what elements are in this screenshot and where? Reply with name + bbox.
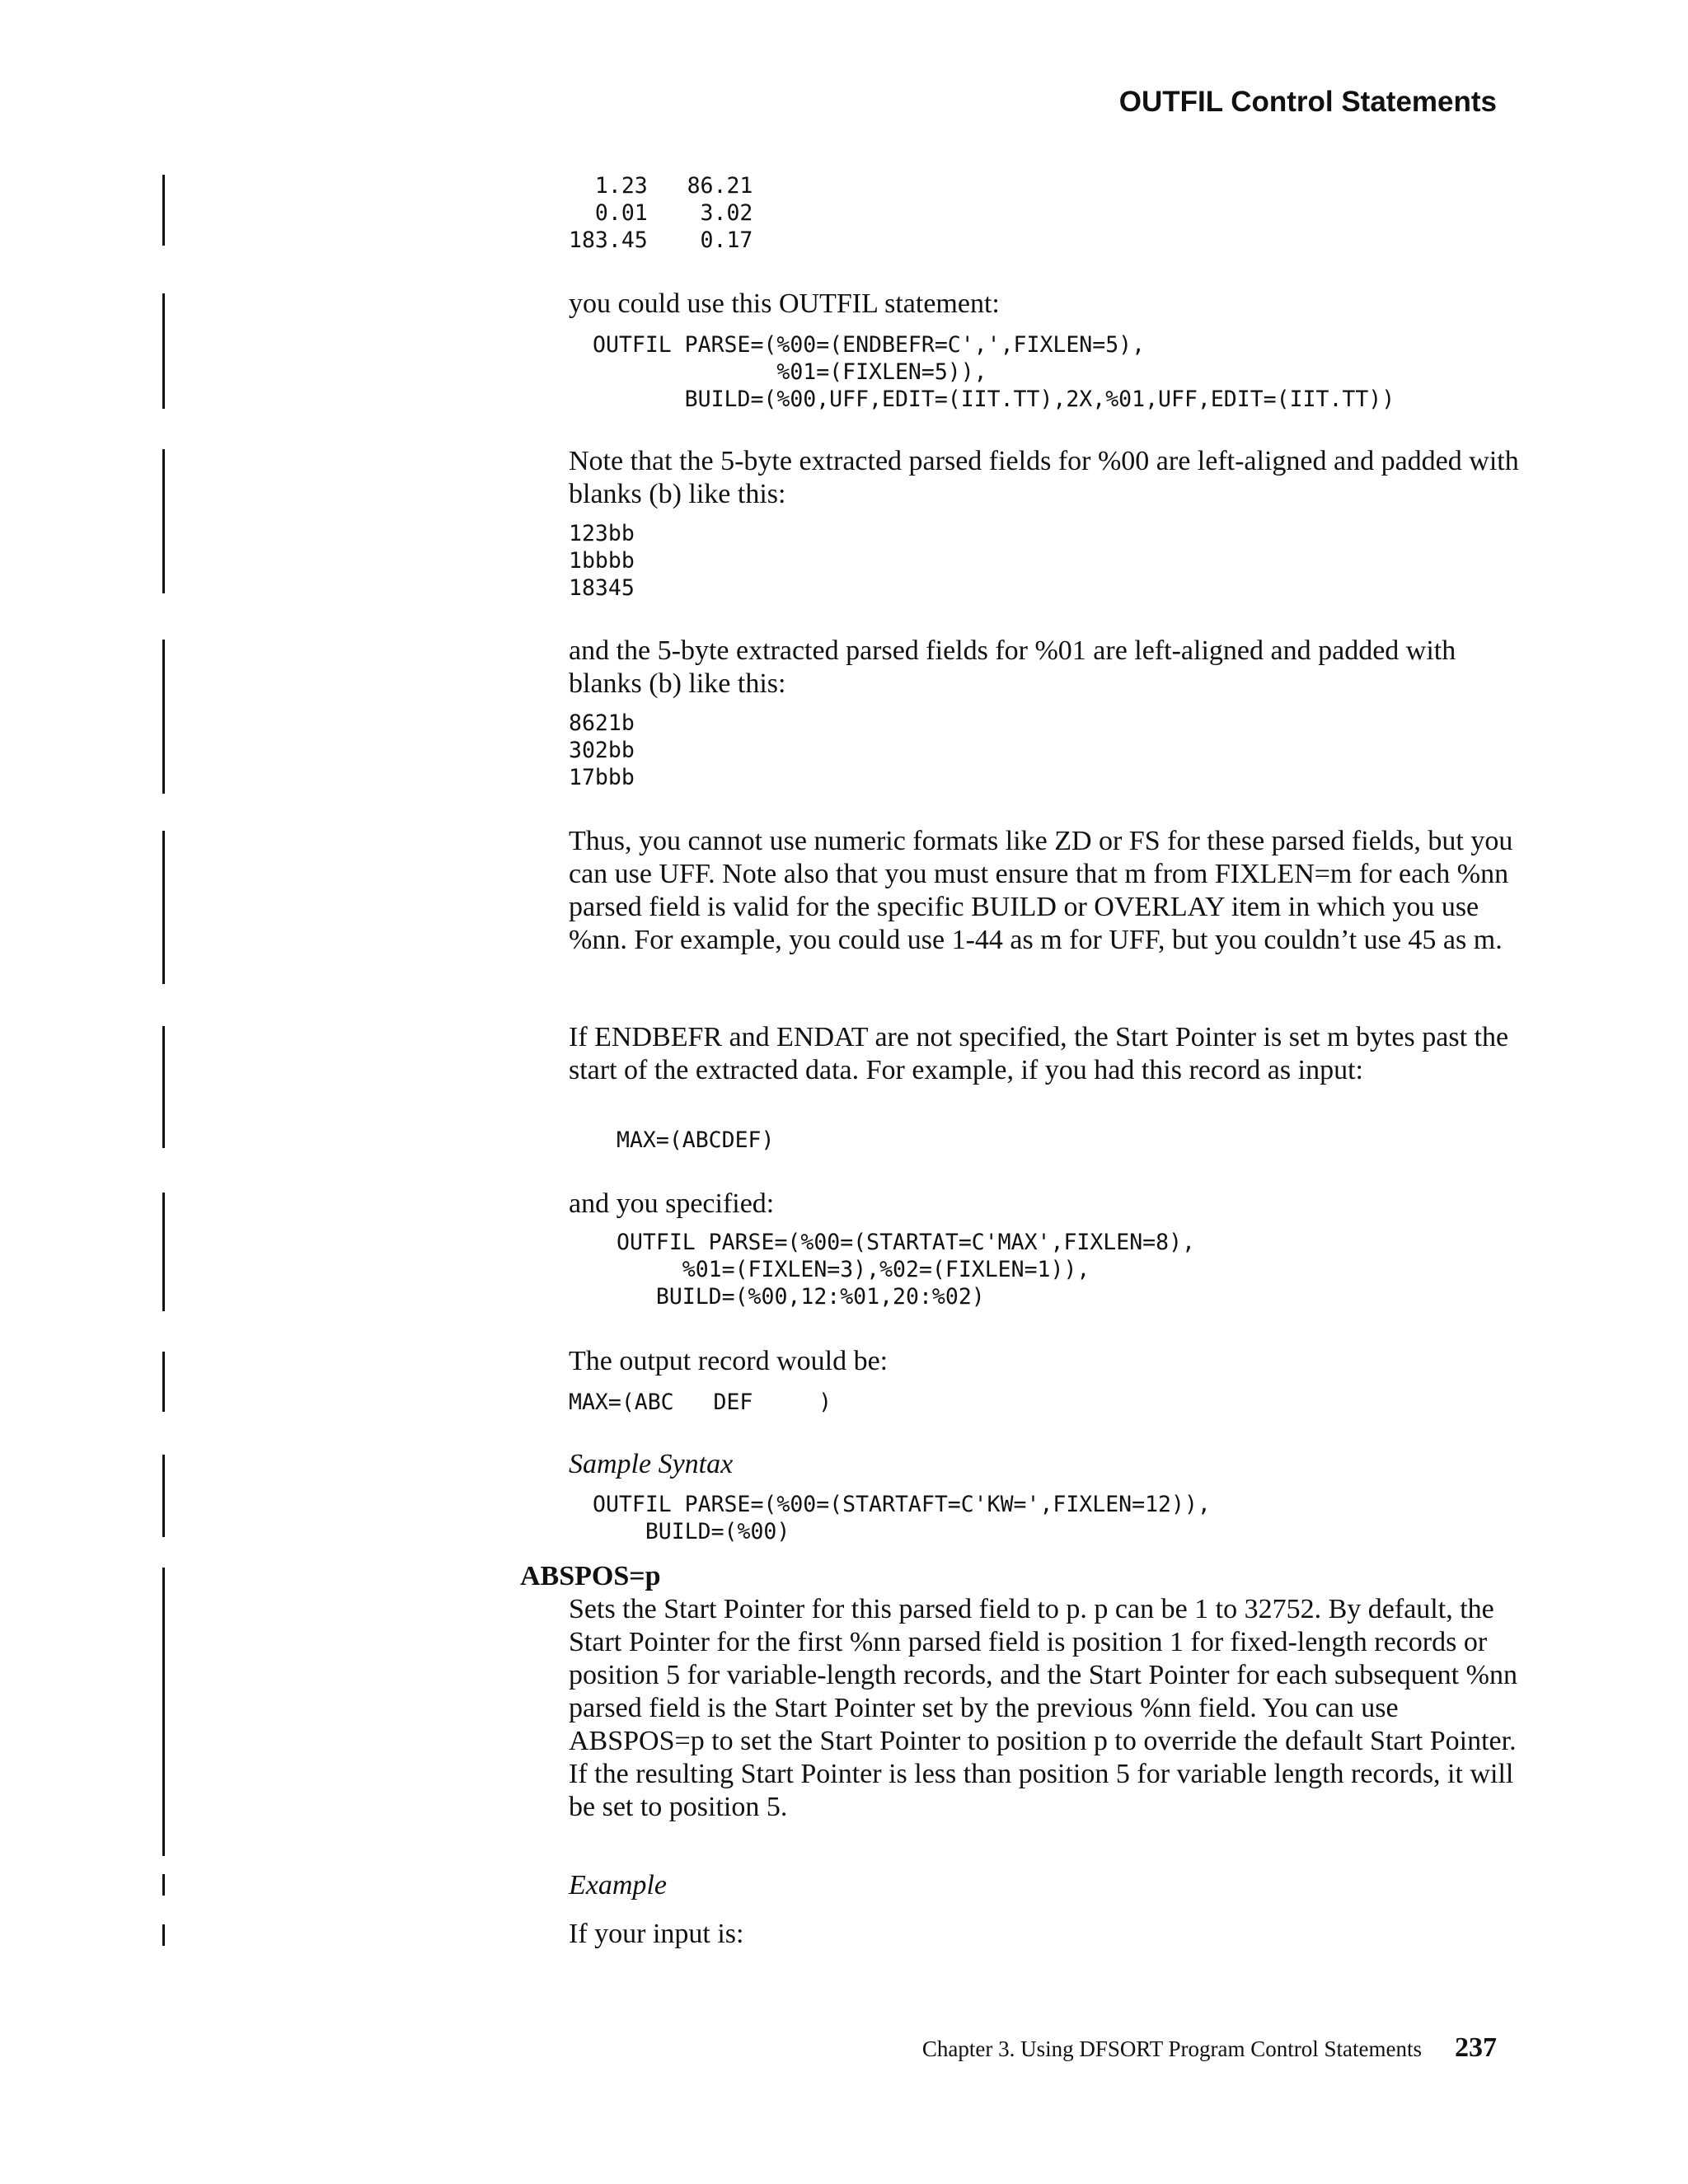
parameter-term: ABSPOS=p bbox=[520, 1561, 661, 1591]
code-block: MAX=(ABC DEF ) bbox=[569, 1390, 832, 1415]
revision-bar bbox=[162, 1352, 165, 1412]
code-block: 8621b 302bb 17bbb bbox=[569, 710, 635, 790]
input-values-block: 1.23 86.21 0.01 3.02 183.45 0.17 bbox=[569, 173, 753, 253]
paragraph: If ENDBEFR and ENDAT are not specified, the Start Pointer is set m bytes past the start of the extracted data. For example, if you had this record as input: bbox=[569, 1022, 1509, 1085]
paragraph: The output record would be: bbox=[569, 1346, 889, 1376]
paragraph: Sets the Start Pointer for this parsed field to p. p can be 1 to 32752. By default, the Start Pointer for the first %nn parsed field is position 1 for fixed-length records or position 5 for variable-length records, and the Start Pointer for each subsequent %nn parsed field is the Start Pointer set by the previous %nn field. You can use ABSPOS=p to set the Start Pointer to position p to override the default Start Pointer. If the resulting Start Pointer is less than position 5 for variable length records, it will be set to position 5. bbox=[569, 1594, 1517, 1822]
revision-bar bbox=[162, 1924, 165, 1946]
code-block: 123bb 1bbbb 18345 bbox=[569, 521, 635, 601]
revision-bar bbox=[162, 831, 165, 984]
code-block: MAX=(ABCDEF) bbox=[617, 1127, 775, 1153]
revision-bar bbox=[162, 449, 165, 593]
code-block: OUTFIL PARSE=(%00=(STARTAFT=C'KW=',FIXLEN=12)), BUILD=(%00) bbox=[593, 1492, 1211, 1544]
paragraph: Thus, you cannot use numeric formats like ZD or FS for these parsed fields, but you can use UFF. Note also that you must ensure that m from FIXLEN=m for each %nn parsed field is valid for the specific BUILD or OVERLAY item in which you use %nn. For example, you could use 1-44 as m for UFF, but you couldn’t use 45 as m. bbox=[569, 826, 1513, 955]
revision-bar bbox=[162, 175, 165, 246]
page-number: 237 bbox=[1455, 2032, 1497, 2063]
revision-bar bbox=[162, 1026, 165, 1148]
paragraph: and you specified: bbox=[569, 1188, 775, 1219]
paragraph: and the 5-byte extracted parsed fields for %01 are left-aligned and padded with blanks (b) like this: bbox=[569, 635, 1456, 699]
paragraph: you could use this OUTFIL statement: bbox=[569, 288, 1000, 319]
revision-bar bbox=[162, 293, 165, 409]
paragraph: If your input is: bbox=[569, 1919, 744, 1949]
running-header: OUTFIL Control Statements bbox=[1118, 86, 1497, 118]
footer-chapter: Chapter 3. Using DFSORT Program Control Statements bbox=[921, 2036, 1422, 2061]
code-block: OUTFIL PARSE=(%00=(STARTAT=C'MAX',FIXLEN=8), %01=(FIXLEN=3),%02=(FIXLEN=1)), BUILD=(%00,12:%01,20:%02) bbox=[617, 1230, 1195, 1310]
revision-bar bbox=[162, 640, 165, 794]
revision-bar bbox=[162, 1874, 165, 1896]
example-label: Example bbox=[569, 1870, 667, 1900]
revision-bar bbox=[162, 1455, 165, 1537]
page-footer bbox=[922, 2032, 1497, 2064]
sample-syntax-label: Sample Syntax bbox=[569, 1449, 734, 1479]
revision-bar bbox=[162, 1193, 165, 1311]
paragraph: Note that the 5-byte extracted parsed fields for %00 are left-aligned and padded with blanks (b) like this: bbox=[569, 446, 1519, 509]
code-block: OUTFIL PARSE=(%00=(ENDBEFR=C',',FIXLEN=5), %01=(FIXLEN=5)), BUILD=(%00,UFF,EDIT=(IIT.TT),2X,%01,UFF,EDIT=(IIT.TT)) bbox=[593, 332, 1395, 412]
revision-bar bbox=[162, 1568, 165, 1856]
